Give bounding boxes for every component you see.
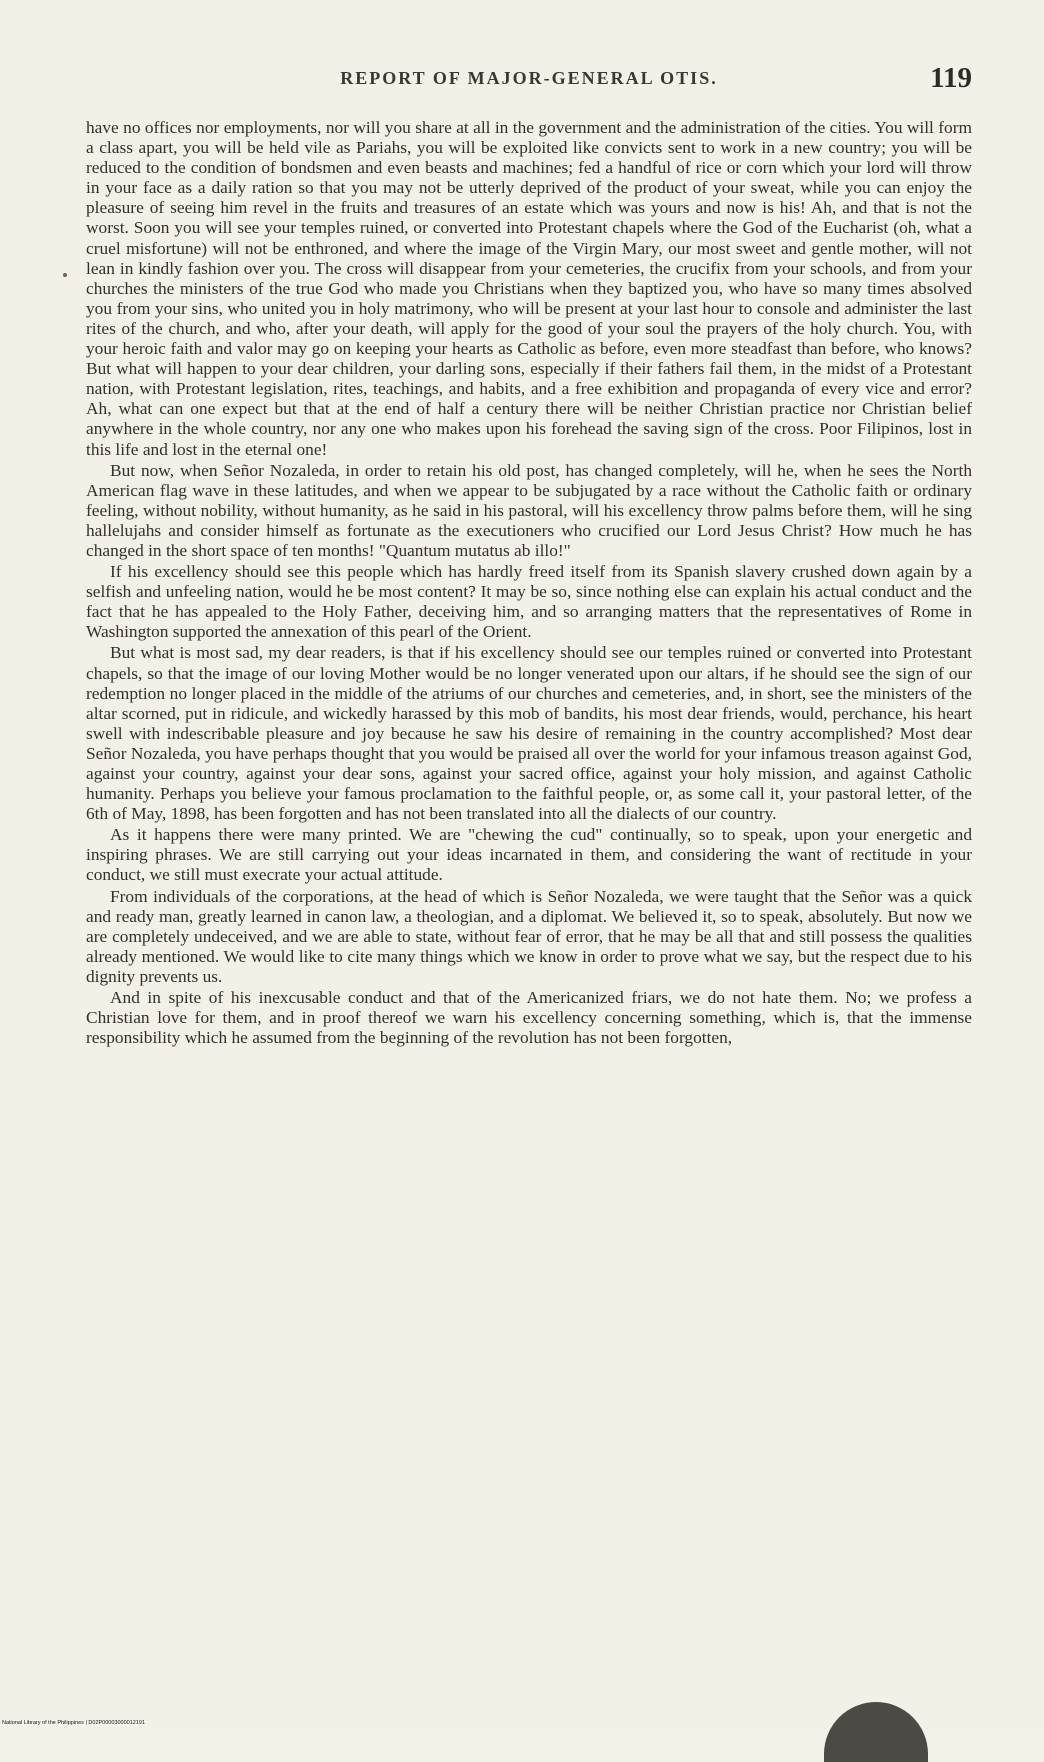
library-seal	[824, 1702, 928, 1762]
paragraph-6: From individuals of the corporations, at the head of which is Señor Nozaleda, we were taught that the Señor was a quick and ready man, greatly learned in canon law, a theologian, and a diplomat. We believed it, so to speak, absolutely. But now we are completely undeceived, and we are able to state, without fear of error, that he may be all that and still possess the qualities already mentioned. We would like to cite many things which we know in order to prove what we say, but the respect due to his dignity prevents us.	[86, 886, 972, 986]
running-head: REPORT OF MAJOR-GENERAL OTIS.	[340, 68, 718, 88]
body-text	[86, 118, 972, 1048]
paragraph-5: As it happens there were many printed. We are "chewing the cud" continually, so to speak, upon your energetic and inspiring phrases. We are still carrying out your ideas incarnated in them, and considering the want of rectitude in your conduct, we still must execrate your actual attitude.	[86, 825, 972, 885]
margin-mark	[63, 273, 67, 277]
paragraph-2: But now, when Señor Nozaleda, in order to retain his old post, has changed completely, will he, when he sees the North American flag wave in these latitudes, and when we appear to be subjugated by a race without the Catholic faith or ordinary feeling, without nobility, without humanity, as he said in his pastoral, will his excellency throw palms before them, will he sing hallelujahs and consider himself as fortunate as the executioners who crucified our Lord Jesus Christ? How much he has changed in the short space of ten months! "Quantum mutatus ab illo!"	[86, 460, 972, 560]
paragraph-7: And in spite of his inexcusable conduct and that of the Americanized friars, we do not hate them. No; we profess a Christian love for them, and in proof thereof we warn his excellency concerning something, which is, that the immense responsibility which he assumed from the beginning of the revolution has not been forgotten,	[86, 988, 972, 1048]
footer-stamp: National Library of the Philippines | D02P00003000012191	[2, 1720, 146, 1726]
paragraph-1: have no offices nor employments, nor will you share at all in the government and the administration of the cities. You will form a class apart, you will be held vile as Pariahs, you will be exploited like convicts sent to work in a new country; you will be reduced to the condition of bondsmen and even beasts and machines; fed a handful of rice or corn which your lord will throw in your face as a daily ration so that you may not be utterly deprived of the product of your sweat, while you can enjoy the pleasure of seeing him revel in the fruits and treasures of an estate which was yours and now is his! Ah, and that is not the worst. Soon you will see your temples ruined, or converted into Protestant chapels where the God of the Eucharist (oh, what a cruel misfortune) will not be enthroned, and where the image of the Virgin Mary, our most sweet and gentle mother, will not lean in kindly fashion over you. The cross will disappear from your cemeteries, the crucifix from your schools, and from your churches the ministers of the true God who made you Christians when they baptized you, who have so many times absolved you from your sins, who united you in holy matrimony, who will be present at your last hour to console and administer the last rites of the church, and who, after your death, will apply for the good of your soul the prayers of the holy church. You, with your heroic faith and valor may go on keeping your hearts as Catholic as before, even more steadfast than before, who knows? But what will happen to your dear children, your darling sons, especially if their fathers fail them, in the midst of a Protestant nation, with Protestant legislation, rites, teachings, and habits, and a free exhibition and propaganda of every vice and error? Ah, what can one expect but that at the end of half a century there will be neither Christian practice nor Christian belief anywhere in the whole country, nor any one who makes upon his forehead the saving sign of the cross. Poor Filipinos, lost in this life and lost in the eternal one!	[86, 118, 972, 459]
page-header	[86, 62, 972, 102]
paragraph-3: If his excellency should see this people which has hardly freed itself from its Spanish slavery crushed down again by a selfish and unfeeling nation, would he be most content? It may be so, since nothing else can explain his actual conduct and the fact that he has appealed to the Holy Father, deceiving him, and so arranging matters that the representatives of Rome in Washington supported the annexation of this pearl of the Orient.	[86, 562, 972, 642]
page-number: 119	[930, 62, 972, 94]
paragraph-4: But what is most sad, my dear readers, is that if his excellency should see our temples ruined or converted into Protestant chapels, so that the image of our loving Mother would be no longer venerated upon our altars, if he should see the sign of our redemption no longer placed in the middle of the atriums of our churches and cemeteries, and, in short, see the ministers of the altar scorned, put in ridicule, and wickedly harassed by this mob of bandits, his most dear friends, would, perchance, his heart swell with indescribable pleasure and joy because he saw his desire of remaining in the country accomplished? Most dear Señor Nozaleda, you have perhaps thought that you would be praised all over the world for your infamous treason against God, against your country, against your dear sons, against your sacred office, against your holy mission, and against Catholic humanity. Perhaps you believe your famous proclamation to the faithful people, or, as some call it, your pastoral letter, of the 6th of May, 1898, has been forgotten and has not been translated into all the dialects of our country.	[86, 643, 972, 824]
